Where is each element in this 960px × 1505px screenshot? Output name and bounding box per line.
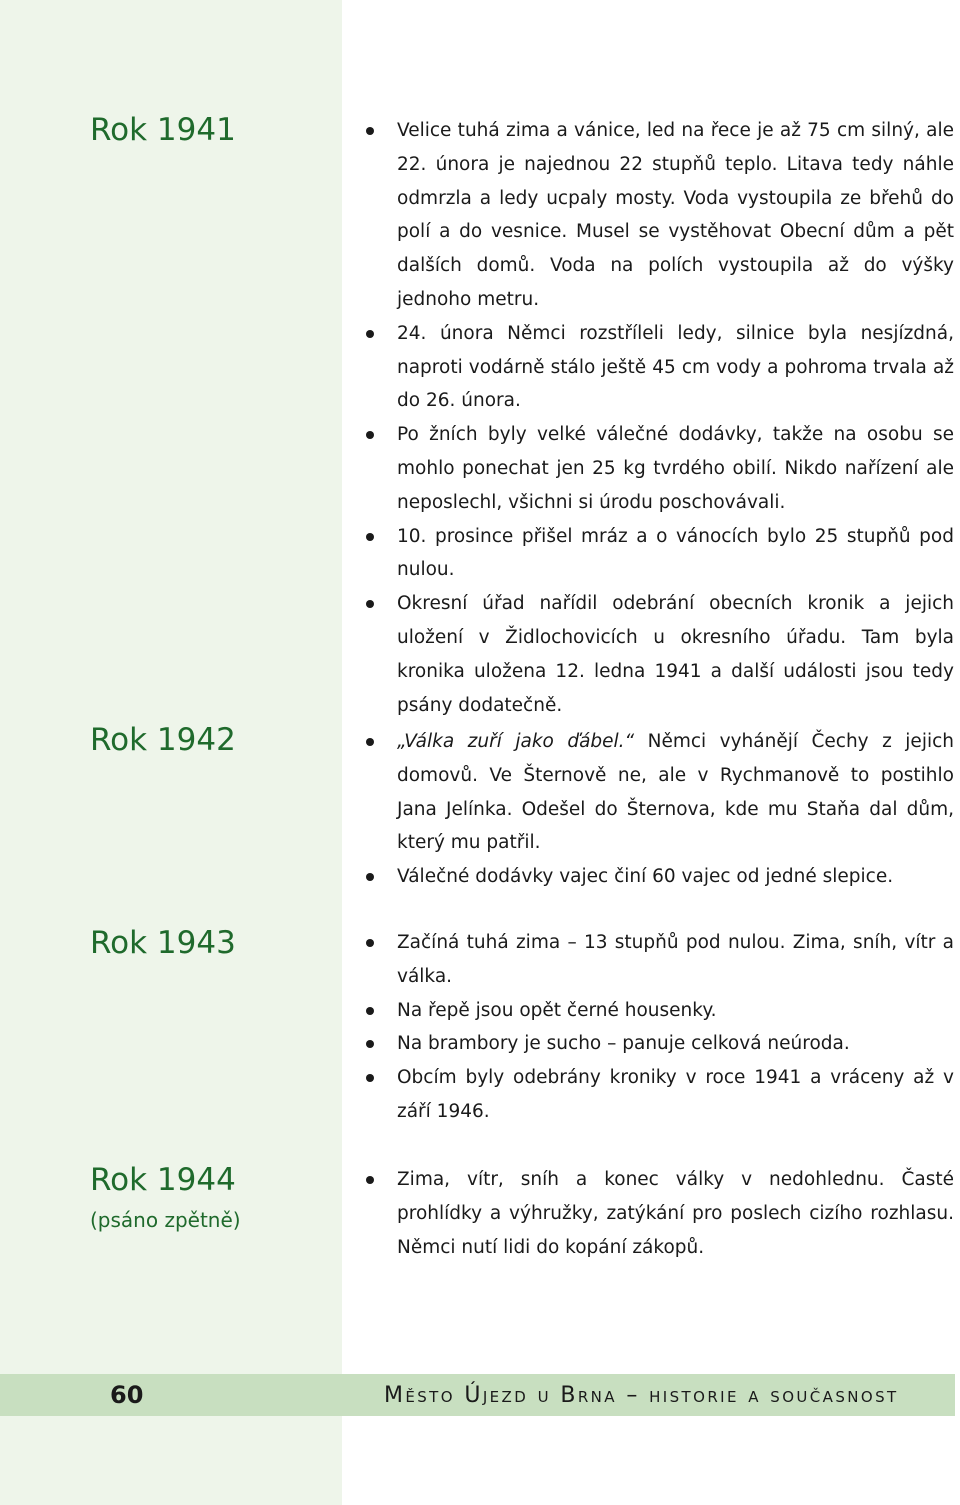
list-item [360, 1061, 954, 1129]
list-item [360, 994, 954, 1028]
list-item [360, 418, 954, 519]
bullet-icon [366, 1040, 374, 1048]
bullet-icon [366, 1074, 374, 1082]
event-text: Na brambory je sucho – panuje celková neúroda. [397, 1033, 850, 1055]
event-text: Obcím byly odebrány kroniky v roce 1941 a vráceny až v září 1946. [397, 1067, 954, 1122]
year-heading: Rok 1944 [90, 1162, 236, 1198]
bullet-icon [366, 738, 374, 746]
event-text: Na řepě jsou opět černé housenky. [397, 999, 717, 1021]
year-note: (psáno zpětně) [90, 1208, 241, 1232]
bullet-icon [366, 1007, 374, 1015]
list-item [360, 725, 954, 860]
event-text: Po žních byly velké válečné dodávky, takže na osobu se mohlo ponechat jen 25 kg tvrdého obilí. Nikdo nařízení ale neposlechl, všichni si úrodu poschovávali. [397, 424, 954, 513]
bullet-icon [366, 330, 374, 338]
quote-text: „Válka zuří jako ďábel.“ [397, 731, 635, 752]
bullet-icon [366, 533, 374, 541]
event-text: Okresní úřad nařídil odebrání obecních kronik a jejich uložení v Židlochovicích u okresního úřadu. Tam byla kronika uložena 12. ledna 1941 a další události jsou tedy psány dodatečně. [397, 593, 954, 716]
list-item [360, 520, 954, 588]
year-heading: Rok 1941 [90, 112, 236, 148]
year-heading: Rok 1943 [90, 925, 236, 961]
list-item [360, 114, 954, 317]
event-text: Zima, vítr, sníh a konec války v nedohlednu. Časté prohlídky a výhružky, zatýkání pro poslech cizího rozhlasu. Němci nutí lidi do kopání zákopů. [397, 1169, 954, 1258]
bullet-icon [366, 431, 374, 439]
event-text: Válečné dodávky vajec činí 60 vajec od jedné slepice. [397, 866, 894, 888]
bullet-icon [366, 127, 374, 135]
list-item [360, 1163, 954, 1264]
bullet-icon [366, 939, 374, 947]
event-text: 24. února Němci rozstříleli ledy, silnice byla nesjízdná, naproti vodárně stálo ještě 45 cm vody a pohroma trvala až do 26. února. [397, 322, 954, 412]
list-item [360, 860, 954, 894]
footer-title: Město Újezd u Brna – historie a současnost [384, 1383, 899, 1408]
list-item [360, 587, 954, 722]
page-number: 60 [110, 1381, 144, 1409]
bullet-icon [366, 873, 374, 881]
event-list [360, 1163, 954, 1264]
list-item [360, 317, 954, 418]
list-item [360, 1027, 954, 1061]
event-text: Velice tuhá zima a vánice, led na řece je až 75 cm silný, ale 22. února je najednou 22 stupňů teplo. Litava tedy náhle odmrzla a ledy ucpaly mosty. Voda vystoupila ze břehů do polí a do vesnice. Musel se vystěhovat Obecní dům a pět dalších domů. Voda na polích vystoupila až do výšky jednoho metru. [397, 120, 954, 310]
year-heading: Rok 1942 [90, 722, 236, 758]
event-text: Začíná tuhá zima – 13 stupňů pod nulou. Zima, sníh, vítr a válka. [397, 932, 954, 987]
list-item [360, 926, 954, 994]
event-text: Němci vyhánějí Čechy z jejich domovů. Ve Šternově ne, ale v Rychmanově to postihlo Jana Jelínka. Odešel do Šternova, kde mu Staňa dal dům, který mu patřil. [397, 731, 954, 854]
event-list [360, 114, 954, 722]
event-list [360, 926, 954, 1129]
bullet-icon [366, 1176, 374, 1184]
bullet-icon [366, 600, 374, 608]
event-text: 10. prosince přišel mráz a o vánocích bylo 25 stupňů pod nulou. [397, 525, 954, 581]
event-list [360, 725, 954, 894]
